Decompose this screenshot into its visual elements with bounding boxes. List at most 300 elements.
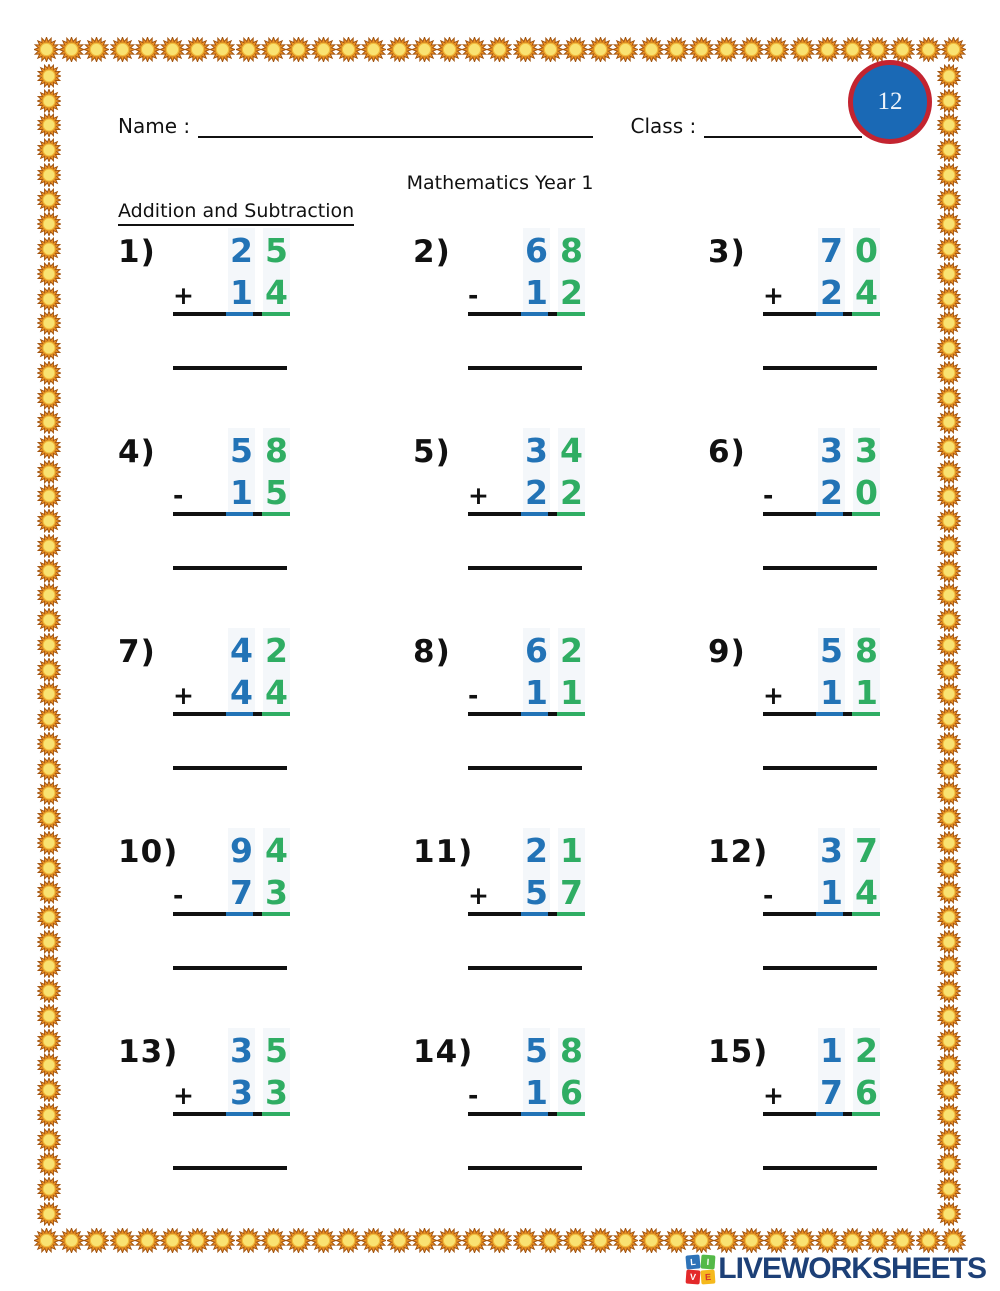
sun-icon [916,1228,941,1253]
sun-icon [937,856,961,880]
sun-icon [639,37,664,62]
sun-icon [937,583,961,607]
sun-icon [210,37,235,62]
digit: 8 [853,628,880,674]
problem [413,1028,585,1178]
sun-icon [160,1228,185,1253]
sun-icon [937,163,961,187]
sun-icon [160,37,185,62]
sun-icon [437,1228,462,1253]
operand-rule [763,1112,880,1116]
digit: 2 [558,274,585,312]
operand-rule [173,512,290,516]
sun-icon [937,287,961,311]
sun-icon [37,1202,61,1226]
sun-icon [37,435,61,459]
problem [708,428,880,578]
sun-icon [37,188,61,212]
sun-icon [387,37,412,62]
sun-icon [361,37,386,62]
sun-icon [37,311,61,335]
sun-icon [37,410,61,434]
sun-icon [937,781,961,805]
sun-icon [937,682,961,706]
digit: 3 [818,428,845,474]
sun-icon [261,37,286,62]
answer-line[interactable] [173,966,287,970]
sun-icon [563,37,588,62]
sun-icon [937,484,961,508]
sun-icon [588,1228,613,1253]
bottom-operand [818,674,880,712]
sun-icon [937,361,961,385]
logo-tile: I [701,1254,716,1269]
sun-icon [937,311,961,335]
sun-icon [941,37,966,62]
digit: 3 [228,1074,255,1112]
sun-icon [37,1053,61,1077]
sun-border-bottom [34,1228,966,1254]
sun-icon [937,138,961,162]
problem-number: 10) [118,834,179,870]
digit: 1 [818,874,845,912]
operand-rule [763,312,880,316]
sun-icon [59,1228,84,1253]
sun-icon [84,1228,109,1253]
sun-icon [890,1228,915,1253]
logo-tile: L [686,1254,701,1269]
sun-icon [37,608,61,632]
digit: 3 [228,1028,255,1074]
digit: 2 [558,628,585,674]
answer-line[interactable] [763,966,877,970]
top-operand [523,428,585,474]
digit: 4 [263,674,290,712]
top-operand [818,628,880,674]
operand-rule [173,312,290,316]
problem-number: 1) [118,234,156,270]
sun-icon [37,880,61,904]
sun-icon [513,1228,538,1253]
sun-icon [937,979,961,1003]
bottom-operand [818,874,880,912]
digit: 7 [853,828,880,874]
sun-icon [664,1228,689,1253]
digit: 2 [558,474,585,512]
sun-icon [37,781,61,805]
sun-icon [538,1228,563,1253]
sun-icon [689,1228,714,1253]
operator: + [173,281,194,310]
digit: 0 [853,474,880,512]
sun-icon [311,37,336,62]
sun-icon [286,37,311,62]
operand-rule [173,1112,290,1116]
sun-icon [937,757,961,781]
digit: 2 [263,628,290,674]
problem-number: 14) [413,1034,474,1070]
digit: 4 [853,274,880,312]
operator: - [763,881,774,910]
sun-icon [135,37,160,62]
sun-icon [37,930,61,954]
sun-icon [937,1152,961,1176]
operator: - [173,481,184,510]
name-input-line[interactable] [198,114,592,138]
sun-icon [37,262,61,286]
answer-line[interactable] [173,1166,287,1170]
answer-line[interactable] [173,366,287,370]
sun-icon [37,1128,61,1152]
sun-icon [916,37,941,62]
sun-icon [937,707,961,731]
operand-rule [173,712,290,716]
problem [708,828,880,978]
digit: 7 [228,874,255,912]
digit: 7 [818,1074,845,1112]
problem-number: 11) [413,834,474,870]
operand-rule [468,1112,585,1116]
sun-icon [714,37,739,62]
digit: 2 [523,828,550,874]
sun-icon [361,1228,386,1253]
digit: 4 [263,274,290,312]
sun-icon [937,64,961,88]
bottom-operand [228,874,290,912]
operand-rule [763,912,880,916]
problem-number: 12) [708,834,769,870]
sun-icon [37,831,61,855]
problem [413,228,585,378]
logo-tile: V [686,1269,701,1284]
operand-rule [468,312,585,316]
answer-line[interactable] [173,566,287,570]
digit: 2 [853,1028,880,1074]
problem [118,628,290,778]
sun-icon [937,658,961,682]
sun-icon [613,37,638,62]
bottom-operand [523,674,585,712]
sun-icon [37,1103,61,1127]
sun-icon [840,1228,865,1253]
answer-line[interactable] [763,366,877,370]
sun-icon [487,1228,512,1253]
bottom-operand [523,874,585,912]
sun-icon [937,1202,961,1226]
top-operand [818,428,880,474]
problem [413,828,585,978]
sun-icon [37,559,61,583]
sun-icon [37,64,61,88]
operator: + [468,481,489,510]
sun-icon [37,583,61,607]
sun-icon [937,89,961,113]
worksheet-subtitle: Addition and Subtraction [118,200,354,226]
sun-icon [34,37,59,62]
problem [118,228,290,378]
problem-number: 3) [708,234,746,270]
sun-icon [739,37,764,62]
problem-number: 6) [708,434,746,470]
problem-number: 13) [118,1034,179,1070]
sun-icon [689,37,714,62]
sun-icon [937,386,961,410]
problem-number: 9) [708,634,746,670]
sun-icon [563,1228,588,1253]
digit: 4 [263,828,290,874]
answer-line[interactable] [468,766,582,770]
digit: 5 [263,1028,290,1074]
operator: + [763,1081,784,1110]
sun-icon [37,484,61,508]
sun-icon [937,831,961,855]
digit: 8 [558,228,585,274]
sun-icon [37,757,61,781]
sun-icon [37,89,61,113]
sun-icon [37,954,61,978]
operator: + [173,681,194,710]
sun-icon [613,1228,638,1253]
sun-icon [865,1228,890,1253]
operator: - [468,1081,479,1110]
sun-icon [937,806,961,830]
digit: 1 [853,674,880,712]
operand-rule [763,512,880,516]
digit: 1 [523,674,550,712]
top-operand [228,828,290,874]
bottom-operand [818,474,880,512]
sun-icon [37,1029,61,1053]
sun-icon [937,880,961,904]
digit: 1 [818,674,845,712]
sun-icon [37,386,61,410]
sun-icon [937,633,961,657]
sun-icon [937,1177,961,1201]
problem [118,1028,290,1178]
sun-icon [937,1128,961,1152]
operand-rule [468,912,585,916]
operator: - [468,681,479,710]
digit: 5 [228,428,255,474]
operator: - [468,281,479,310]
top-operand [818,828,880,874]
bottom-operand [523,274,585,312]
digit: 5 [263,474,290,512]
sun-icon [815,37,840,62]
bottom-operand [818,274,880,312]
operand-rule [173,912,290,916]
digit: 3 [853,428,880,474]
sun-icon [37,1078,61,1102]
answer-line[interactable] [763,1166,877,1170]
digit: 1 [228,474,255,512]
top-operand [228,1028,290,1074]
digit: 8 [263,428,290,474]
score-badge [848,60,932,144]
problem [118,428,290,578]
operator: - [173,881,184,910]
sun-icon [937,435,961,459]
problem-number: 8) [413,634,451,670]
operator: + [468,881,489,910]
operand-rule [468,512,585,516]
sun-icon [815,1228,840,1253]
sun-icon [437,37,462,62]
answer-line[interactable] [763,566,877,570]
digit: 3 [263,874,290,912]
sun-icon [37,163,61,187]
sun-icon [236,1228,261,1253]
sun-icon [764,37,789,62]
sun-icon [37,212,61,236]
liveworksheets-logo-icon [686,1255,715,1284]
sun-icon [513,37,538,62]
name-label: Name : [118,114,191,138]
operand-rule [763,712,880,716]
sun-icon [937,1004,961,1028]
sun-icon [37,806,61,830]
digit: 4 [228,628,255,674]
sun-icon [937,1103,961,1127]
digit: 4 [853,874,880,912]
sun-icon [937,608,961,632]
problem [118,828,290,978]
sun-border-right [937,64,963,1226]
sun-icon [890,37,915,62]
digit: 6 [523,628,550,674]
top-operand [523,1028,585,1074]
sun-icon [764,1228,789,1253]
top-operand [228,628,290,674]
sun-icon [937,1029,961,1053]
worksheet-title: Mathematics Year 1 [406,172,594,194]
sun-icon [937,237,961,261]
sun-icon [37,138,61,162]
answer-line[interactable] [763,766,877,770]
logo-tile: E [701,1269,716,1284]
sun-icon [37,113,61,137]
operand-rule [468,712,585,716]
problem [708,1028,880,1178]
digit: 5 [818,628,845,674]
sun-icon [37,287,61,311]
digit: 2 [523,474,550,512]
sun-icon [37,905,61,929]
sun-icon [34,1228,59,1253]
digit: 3 [263,1074,290,1112]
top-operand [523,628,585,674]
sun-icon [37,856,61,880]
problem-number: 5) [413,434,451,470]
answer-line[interactable] [468,366,582,370]
sun-icon [84,37,109,62]
sun-icon [37,979,61,1003]
sun-icon [37,732,61,756]
sun-icon [538,37,563,62]
sun-icon [59,37,84,62]
sun-icon [37,460,61,484]
problem [413,428,585,578]
problem-number: 2) [413,234,451,270]
sun-icon [937,188,961,212]
sun-icon [790,37,815,62]
sun-icon [37,1004,61,1028]
top-operand [523,228,585,274]
digit: 8 [558,1028,585,1074]
digit: 7 [818,228,845,274]
sun-icon [937,460,961,484]
sun-icon [37,534,61,558]
problem-number: 15) [708,1034,769,1070]
sun-icon [37,509,61,533]
bottom-operand [228,274,290,312]
sun-icon [937,954,961,978]
sun-icon [937,509,961,533]
digit: 9 [228,828,255,874]
sun-icon [937,410,961,434]
top-operand [523,828,585,874]
sun-icon [37,682,61,706]
sun-icon [261,1228,286,1253]
answer-line[interactable] [468,566,582,570]
digit: 5 [523,874,550,912]
sun-border-left [37,64,63,1226]
sun-icon [937,113,961,137]
digit: 1 [558,674,585,712]
sun-icon [110,37,135,62]
sun-icon [37,1177,61,1201]
digit: 2 [818,274,845,312]
sun-icon [639,1228,664,1253]
answer-line[interactable] [173,766,287,770]
sun-icon [210,1228,235,1253]
sun-icon [937,1053,961,1077]
header-row [118,114,862,138]
sun-icon [37,361,61,385]
sun-icon [387,1228,412,1253]
digit: 3 [523,428,550,474]
digit: 1 [523,274,550,312]
class-input-line[interactable] [704,114,862,138]
digit: 6 [853,1074,880,1112]
sun-icon [462,37,487,62]
sun-icon [937,212,961,236]
top-operand [228,428,290,474]
sun-icon [937,1078,961,1102]
answer-line[interactable] [468,1166,582,1170]
top-operand [818,228,880,274]
sun-icon [840,37,865,62]
answer-line[interactable] [468,966,582,970]
sun-icon [336,1228,361,1253]
operator: + [173,1081,194,1110]
footer [686,1252,986,1286]
sun-icon [937,930,961,954]
digit: 1 [818,1028,845,1074]
digit: 1 [523,1074,550,1112]
sun-border-top [34,37,966,63]
brand-name: LIVEWORKSHEETS [718,1252,986,1285]
sun-icon [185,1228,210,1253]
bottom-operand [228,1074,290,1112]
sun-icon [937,336,961,360]
problem-number: 4) [118,434,156,470]
digit: 4 [228,674,255,712]
problem [708,628,880,778]
score-badge-value: 12 [877,88,903,115]
digit: 1 [228,274,255,312]
sun-icon [487,37,512,62]
